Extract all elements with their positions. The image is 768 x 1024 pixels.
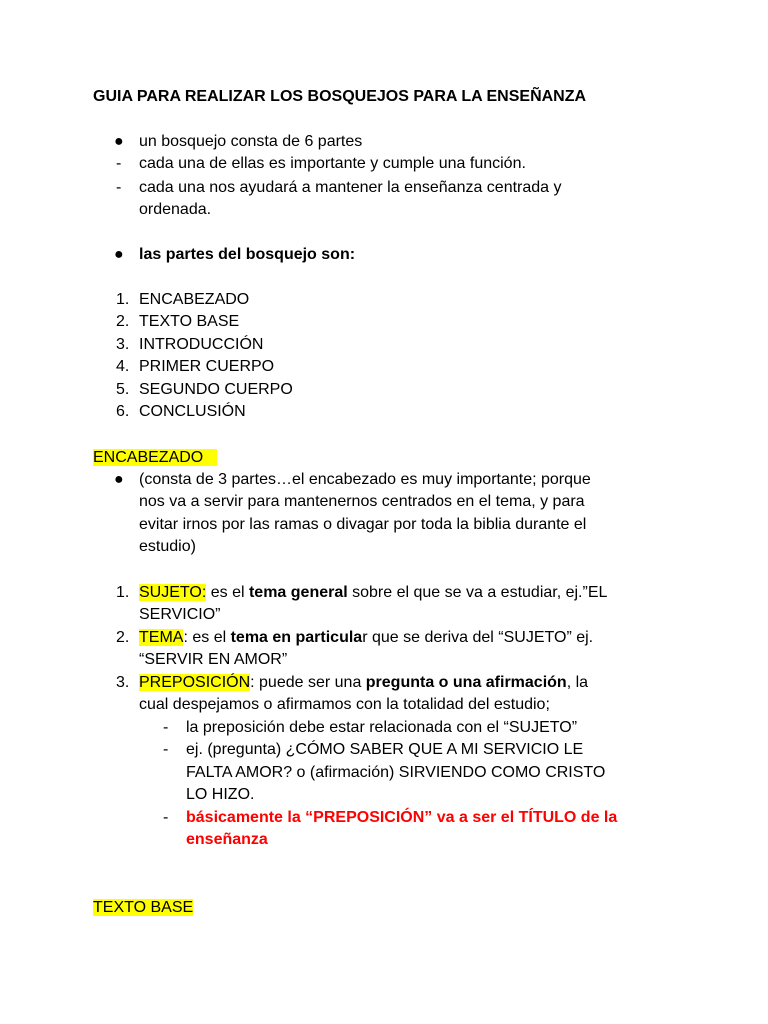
page-title: GUIA PARA REALIZAR LOS BOSQUEJOS PARA LA ENSEÑANZA — [93, 88, 587, 105]
preposicion-sub-1: la preposición debe estar relacionada con el “SUJETO” — [186, 719, 578, 736]
preposicion-item-cont: cual despejamos o afirmamos con la totalidad del estudio; — [139, 696, 550, 713]
list-number: 4. — [116, 358, 130, 375]
list-number: 1. — [116, 291, 130, 308]
preposicion-item: PREPOSICIÓN: puede ser una pregunta o una afirmación, la — [139, 674, 589, 691]
dash-marker: - — [116, 179, 122, 196]
list-number: 3. — [116, 336, 130, 353]
dash-marker: - — [163, 741, 169, 758]
list-number: 2. — [116, 313, 130, 330]
list-number: 3. — [116, 674, 130, 691]
bullet-marker: ● — [114, 133, 124, 150]
encabezado-note-line: (consta de 3 partes…el encabezado es muy importante; porque — [139, 471, 591, 488]
tema-label: TEMA — [139, 629, 184, 646]
preposicion-sub-3-cont: enseñanza — [186, 831, 268, 848]
list-item: PRIMER CUERPO — [139, 358, 275, 375]
tema-item-cont: “SERVIR EN AMOR” — [139, 651, 288, 668]
preposicion-sub-2-cont: LO HIZO. — [186, 786, 255, 803]
list-item: CONCLUSIÓN — [139, 403, 246, 420]
sujeto-item-cont: SERVICIO” — [139, 606, 221, 623]
preposicion-sub-3: básicamente la “PREPOSICIÓN” va a ser el TÍTULO de la — [186, 809, 618, 826]
section-heading-texto-base: TEXTO BASE — [93, 899, 194, 916]
intro-dash-2: cada una nos ayudará a mantener la enseñanza centrada y — [139, 179, 562, 196]
dash-marker: - — [163, 809, 169, 826]
list-number: 5. — [116, 381, 130, 398]
dash-marker: - — [163, 719, 169, 736]
sujeto-item: SUJETO: es el tema general sobre el que se va a estudiar, ej.”EL — [139, 584, 608, 601]
list-item: TEXTO BASE — [139, 313, 240, 330]
bullet-marker: ● — [114, 471, 124, 488]
encabezado-note-line: nos va a servir para mantenernos centrados en el tema, y para — [139, 493, 585, 510]
dash-marker: - — [116, 155, 122, 172]
list-item: INTRODUCCIÓN — [139, 336, 264, 353]
list-item: ENCABEZADO — [139, 291, 250, 308]
parts-heading: las partes del bosquejo son: — [139, 246, 356, 263]
list-number: 1. — [116, 584, 130, 601]
preposicion-sub-2: ej. (pregunta) ¿CÓMO SABER QUE A MI SERVICIO LE — [186, 741, 584, 758]
list-number: 2. — [116, 629, 130, 646]
list-number: 6. — [116, 403, 130, 420]
encabezado-note-line: estudio) — [139, 538, 196, 555]
list-item: SEGUNDO CUERPO — [139, 381, 293, 398]
preposicion-sub-2-cont: FALTA AMOR? o (afirmación) SIRVIENDO COMO CRISTO — [186, 764, 606, 781]
intro-dash-1: cada una de ellas es importante y cumple una función. — [139, 155, 526, 172]
bullet-marker: ● — [114, 246, 124, 263]
intro-dash-2-cont: ordenada. — [139, 201, 212, 218]
intro-bullet: un bosquejo consta de 6 partes — [139, 133, 363, 150]
section-heading-encabezado: ENCABEZADO — [93, 448, 217, 468]
sujeto-label: SUJETO: — [139, 584, 207, 601]
encabezado-note-line: evitar irnos por las ramas o divagar por toda la biblia durante el — [139, 516, 587, 533]
preposicion-label: PREPOSICIÓN — [139, 674, 251, 691]
tema-item: TEMA: es el tema en particular que se deriva del “SUJETO” ej. — [139, 629, 594, 646]
